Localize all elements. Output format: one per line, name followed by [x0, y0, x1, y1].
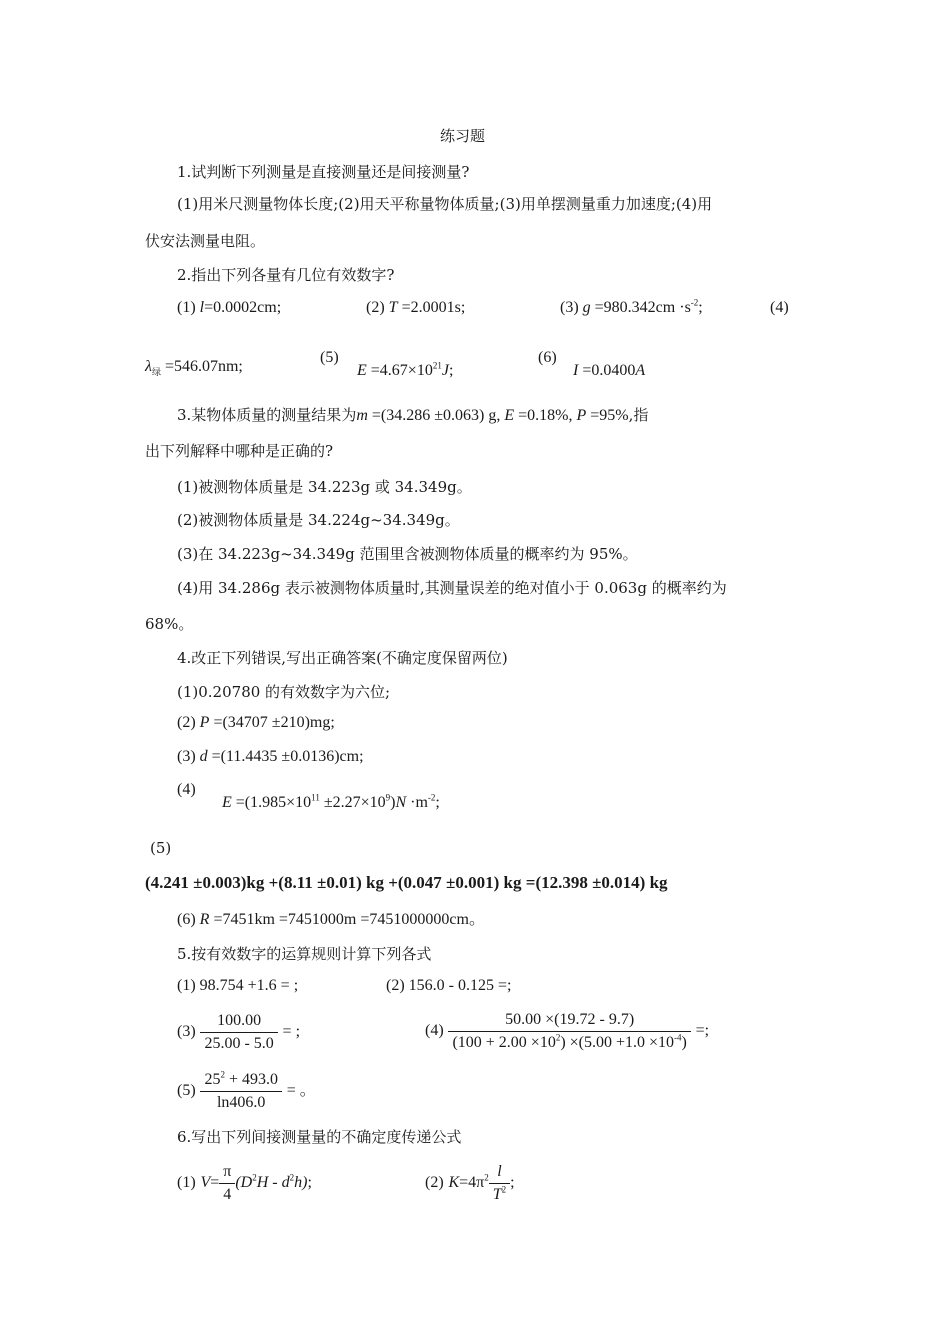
question-1-line1: (1)用米尺测量物体长度;(2)用天平称量物体质量;(3)用单摆测量重力加速度;(4)用	[177, 195, 713, 213]
question-6: 6.写出下列间接测量量的不确定度传递公式	[177, 1128, 462, 1146]
question-2: 2.指出下列各量有几位有效数字?	[177, 266, 395, 284]
fraction: $\frac{25^2 + 493.0}{\ln 406.0}$	[200, 1069, 282, 1114]
question-4-item-4: $E =(1.985\times 10^{11} \pm 2.27\times 10^9)N \cdot m^{-2}$;	[222, 792, 440, 811]
question-5-item-1: (1) 98.754 +1.6 = ;	[177, 977, 299, 994]
question-4-item-2: (2) P =(34707 ±210)mg;	[177, 714, 335, 731]
question-5-item-4: (4) $\frac{50.00 \times(19.72 - 9.7)}{(100 + 2.00 \times 10^2) \times(5.00 +1.0 \times 10^{-4})}$ =;	[425, 1006, 709, 1055]
question-3-option-1: (1)被测物体质量是 34.223g 或 34.349g。	[177, 478, 472, 496]
question-4-item-1: (1)0.20780 的有效数字为六位;	[177, 683, 391, 701]
question-3-option-4-cont: 68%。	[145, 615, 194, 633]
fraction: $\frac{\pi}{4}$	[219, 1161, 235, 1206]
question-5-item-3: (3) $\frac{100.00}{25.00 - 5.0}$ = ;	[177, 1008, 300, 1055]
question-4-item-4-label: (4)	[177, 781, 196, 798]
question-3-line2: 出下列解释中哪种是正确的?	[145, 442, 334, 460]
question-5-item-5: (5) $\frac{25^2 + 493.0}{\ln 406.0}$ = 。	[177, 1066, 316, 1115]
question-2-item-2: (2) T =2.0001s;	[366, 299, 466, 316]
question-4-item-5-label: (5)	[150, 839, 172, 857]
question-5-item-2: (2) 156.0 - 0.125 =;	[386, 977, 512, 994]
question-3: 3.某物体质量的测量结果为m =(34.286 ±0.063) g, E =0.18%, P =95%,指	[177, 406, 649, 424]
question-3-option-4: (4)用 34.286g 表示被测物体质量时,其测量误差的绝对值小于 0.063g 的概率约为	[177, 579, 727, 597]
question-2-item-1: (1) l=0.0002cm;	[177, 299, 282, 316]
question-5: 5.按有效数字的运算规则计算下列各式	[177, 945, 432, 963]
question-3-option-2: (2)被测物体质量是 34.224g~34.349g。	[177, 511, 460, 529]
question-2-item-4-label: (4)	[770, 299, 789, 316]
question-3-option-3: (3)在 34.223g~34.349g 范围里含被测物体质量的概率约为 95%。	[177, 545, 638, 563]
question-1: 1.试判断下列测量是直接测量还是间接测量?	[177, 163, 470, 181]
question-4-item-3: (3) d =(11.4435 ±0.0136)cm;	[177, 748, 364, 765]
question-4: 4.改正下列错误,写出正确答案(不确定度保留两位)	[177, 649, 508, 667]
fraction: $\frac{100.00}{25.00 - 5.0}$	[200, 1010, 277, 1055]
question-2-item-6-label: (6)	[538, 349, 557, 366]
question-6-item-2: (2) $K=4\pi^2$ $\frac{l}{T^2}$ ;	[425, 1158, 515, 1207]
question-2-item-5: $E =4.67\times 10^{21}J$;	[357, 360, 454, 379]
question-4-item-6: (6) R =7451km =7451000m =7451000000cm。	[177, 911, 485, 928]
question-2-item-3: (3) $g =980.342cm \cdot s^{-2}$;	[560, 297, 703, 316]
question-6-item-1: (1) V= $\frac{\pi}{4}$ $(D^2H - d^2h)$;	[177, 1158, 312, 1207]
fraction: $\frac{l}{T^2}$	[489, 1161, 510, 1206]
page-title: 练习题	[440, 127, 486, 145]
question-2-item-4: $\lambda_绿 =546.07nm$;	[145, 358, 243, 378]
question-2-item-6: I =0.0400A	[573, 362, 646, 379]
question-1-line2: 伏安法测量电阻。	[145, 232, 266, 250]
question-4-item-5: (4.241 ±0.003)kg +(8.11 ±0.01) kg +(0.047 ±0.001) kg =(12.398 ±0.014) kg	[145, 873, 668, 892]
fraction: $\frac{50.00 \times(19.72 - 9.7)}{(100 + 2.00 \times 10^2) \times(5.00 +1.0 \times 10^{-4})}$	[448, 1009, 690, 1054]
question-2-item-5-label: (5)	[320, 349, 339, 366]
